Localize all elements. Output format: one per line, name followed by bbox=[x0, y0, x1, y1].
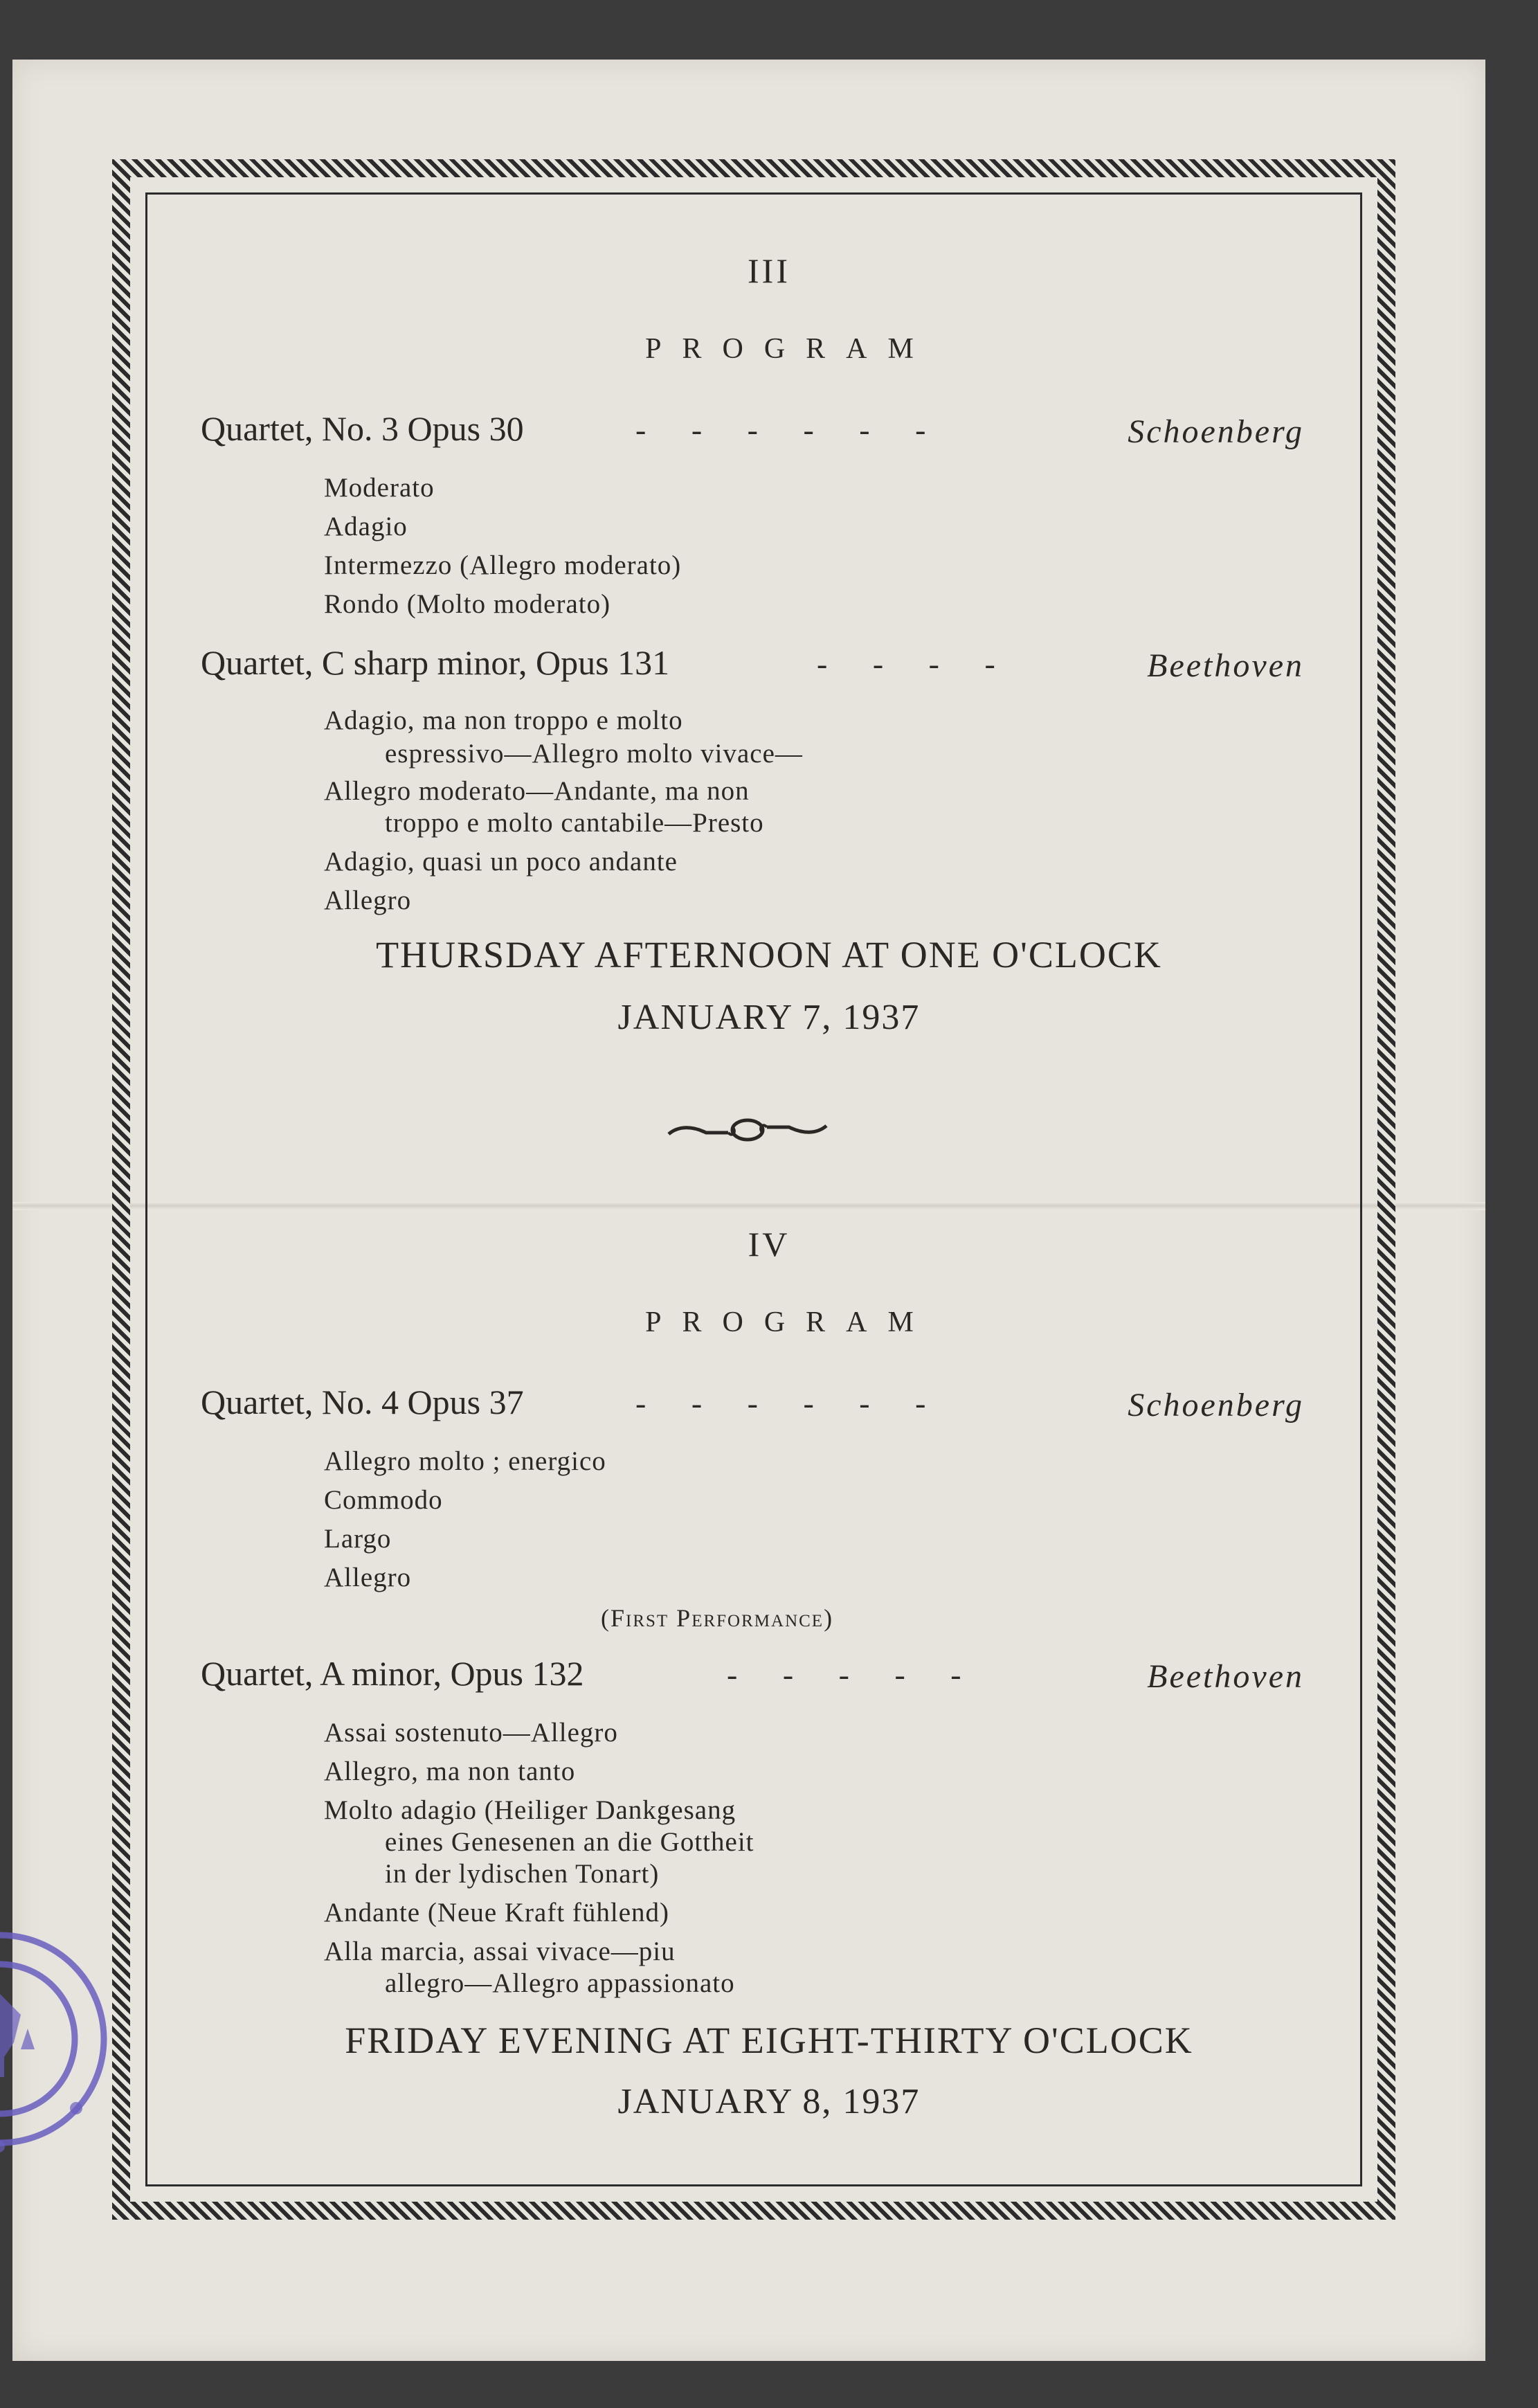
movement: Commodo bbox=[324, 1485, 443, 1515]
greek-key-border bbox=[112, 159, 1395, 2220]
dash-leader: - - - - bbox=[817, 646, 995, 681]
movement-continuation: troppo e molto cantabile—Presto bbox=[385, 808, 764, 838]
section-3-numeral: III bbox=[748, 251, 790, 290]
movement: Allegro, ma non tanto bbox=[324, 1756, 576, 1786]
movement: Alla marcia, assai vivace—piu bbox=[324, 1937, 676, 1966]
movement: Allegro moderato—Andante, ma non bbox=[324, 776, 750, 806]
movement: Largo bbox=[324, 1524, 392, 1554]
section-3-heading: PROGRAM bbox=[645, 333, 934, 365]
dash-leader: - - - - - - bbox=[635, 412, 926, 447]
movement: Adagio, quasi un poco andante bbox=[324, 847, 678, 877]
movement: Rondo (Molto moderato) bbox=[324, 589, 611, 619]
movement: Moderato bbox=[324, 473, 435, 503]
section-4-heading: PROGRAM bbox=[645, 1306, 934, 1338]
work-title: Quartet, C sharp minor, Opus 131 bbox=[201, 643, 670, 682]
library-stamp-icon bbox=[0, 1911, 125, 2167]
movement: Allegro bbox=[324, 886, 412, 915]
movement-continuation: espressivo—Allegro molto vivace— bbox=[385, 739, 803, 769]
composer-name: Beethoven bbox=[1147, 647, 1304, 684]
composer-name: Schoenberg bbox=[1128, 413, 1304, 450]
movement: Intermezzo (Allegro moderato) bbox=[324, 550, 682, 580]
movement: Molto adagio (Heiliger Dankgesang bbox=[324, 1795, 736, 1825]
movement-continuation: in der lydischen Tonart) bbox=[385, 1859, 660, 1889]
section-4-numeral: IV bbox=[748, 1225, 790, 1264]
concert-date: JANUARY 8, 1937 bbox=[617, 2082, 921, 2121]
movement-continuation: allegro—Allegro appassionato bbox=[385, 1968, 735, 1998]
concert-time: FRIDAY EVENING AT EIGHT-THIRTY O'CLOCK bbox=[345, 2020, 1193, 2061]
movement: Allegro bbox=[324, 1563, 412, 1592]
movement: Assai sostenuto—Allegro bbox=[324, 1718, 618, 1747]
ornament-divider-icon bbox=[664, 1113, 831, 1147]
composer-name: Beethoven bbox=[1147, 1658, 1304, 1695]
movement: Allegro molto ; energico bbox=[324, 1446, 606, 1476]
composer-name: Schoenberg bbox=[1128, 1387, 1304, 1423]
work-title: Quartet, A minor, Opus 132 bbox=[201, 1654, 584, 1693]
dash-leader: - - - - - - bbox=[635, 1385, 926, 1421]
work-title: Quartet, No. 4 Opus 37 bbox=[201, 1383, 524, 1421]
movement: Andante (Neue Kraft fühlend) bbox=[324, 1898, 670, 1928]
concert-date: JANUARY 7, 1937 bbox=[617, 998, 921, 1037]
concert-time: THURSDAY AFTERNOON AT ONE O'CLOCK bbox=[376, 934, 1162, 976]
work-title: Quartet, No. 3 Opus 30 bbox=[201, 409, 524, 448]
first-performance-note: (First Performance) bbox=[601, 1604, 834, 1632]
movement: Adagio, ma non troppo e molto bbox=[324, 706, 683, 735]
movement: Adagio bbox=[324, 512, 408, 541]
movement-continuation: eines Genesenen an die Gottheit bbox=[385, 1827, 754, 1857]
dash-leader: - - - - - bbox=[727, 1657, 961, 1692]
